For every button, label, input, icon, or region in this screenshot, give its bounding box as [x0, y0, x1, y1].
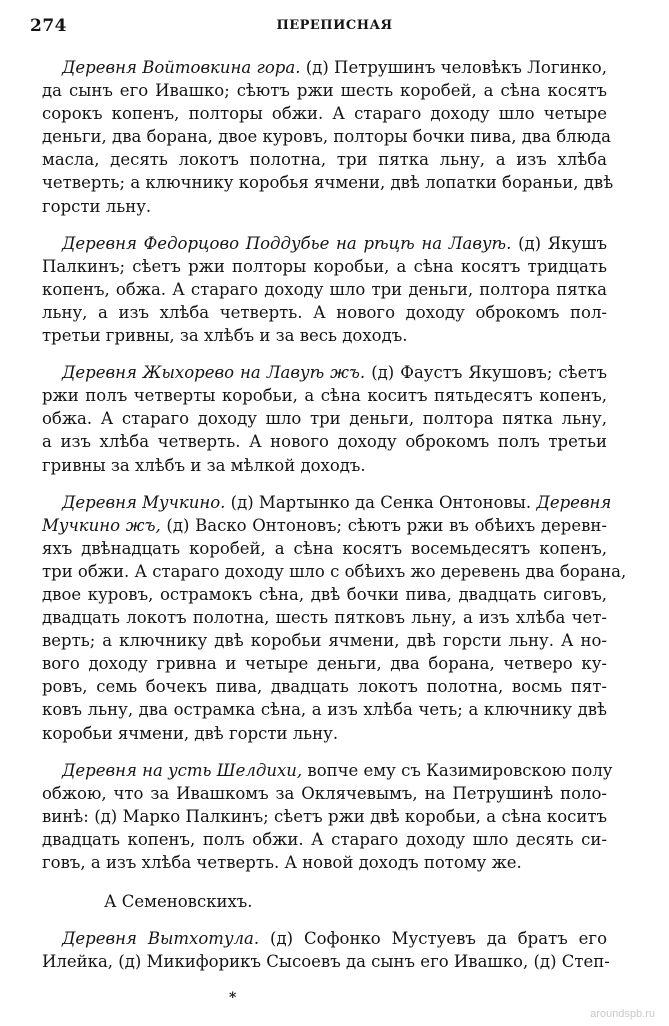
text-line — [42, 514, 607, 537]
text-line — [42, 629, 607, 652]
text-line — [42, 606, 607, 629]
text-line — [42, 722, 607, 745]
text-line — [42, 79, 607, 102]
text-segment: Палкинъ; сѣетъ ржи полторы коробьи, а сѣна косятъ тридцать — [42, 256, 607, 276]
text-line — [42, 148, 607, 171]
text-segment: верть; а ключнику двѣ коробьи ячмени, двѣ горсти льну. А но- — [42, 631, 607, 651]
text-line — [42, 851, 607, 874]
text-segment: (д) Петрушинъ человѣкъ Логинко, — [300, 58, 607, 77]
text-line — [42, 384, 607, 407]
text-line — [42, 675, 607, 698]
text-segment: льну, а изъ хлѣба четверть. А нового доходу оброкомъ пол- — [42, 302, 607, 322]
text-line — [42, 454, 607, 477]
text-line — [42, 301, 607, 324]
page-body — [42, 56, 627, 973]
text-segment: а изъ хлѣба четверть. А нового доходу оброкомъ полъ третьи — [42, 432, 607, 452]
italic-segment: Деревня Жыхорево на Лавуѣ жъ. — [62, 363, 366, 383]
text-segment: (д) Фаустъ Якушовъ; сѣетъ — [365, 363, 607, 383]
italic-segment: Деревня Федорцово Поддубье на рѣцѣ на Лавуѣ. — [62, 233, 512, 253]
italic-segment: Деревня — [536, 492, 612, 512]
watermark: aroundspb.ru — [590, 1008, 655, 1020]
final-paragraph-container — [42, 927, 610, 973]
text-segment: ровъ, семь бочекъ пива, двадцать локотъ полотна, восмь пят- — [42, 677, 607, 697]
text-line — [42, 361, 607, 384]
italic-segment: Мучкино жъ, — [42, 515, 161, 535]
text-line — [42, 232, 607, 255]
text-segment: (д) Якушъ — [511, 233, 607, 253]
text-segment: двадцать копенъ, полъ обжи. А стараго доходу шло десять си- — [42, 829, 607, 849]
text-line — [42, 583, 607, 606]
text-segment: горсти льну. — [42, 196, 152, 216]
text-line — [42, 698, 607, 721]
running-title: ПЕРЕПИСНАЯ — [276, 18, 393, 33]
text-line — [42, 125, 612, 148]
text-segment: винѣ: (д) Марко Палкинъ; сѣетъ ржи двѣ коробьи, а сѣна коситъ — [42, 806, 607, 826]
footer-mark: * — [229, 990, 237, 1006]
text-segment: гривны за хлѣбъ и за мѣлкой доходъ. — [42, 455, 366, 475]
text-segment: масла, десять локотъ полотна, три пятка льну, а изъ хлѣба — [42, 150, 607, 170]
page-number: 274 — [30, 16, 67, 36]
text-segment: Илейка, (д) Микифорикъ Сысоевъ да сынъ его Ивашко, (д) Степ- — [42, 952, 610, 972]
text-line — [42, 652, 607, 675]
text-line — [42, 537, 607, 560]
text-line — [42, 430, 607, 453]
text-segment: четверть; а ключнику коробья ячмени, двѣ лопатки бораньи, двѣ — [42, 173, 614, 193]
text-line — [42, 255, 607, 278]
text-segment: ковъ льну, два острамка сѣна, а изъ хлѣба четь; а ключнику двѣ — [42, 700, 607, 720]
paragraph — [42, 491, 627, 745]
text-segment: (д) Софонко Мустуевъ да братъ его — [259, 929, 608, 949]
text-segment: деньги, два борана, двое куровъ, полторы бочки пива, два блюда — [42, 127, 612, 147]
text-segment: ржи полъ четверты коробьи, а сѣна коситъ пятьдесятъ копенъ, — [42, 386, 607, 406]
text-segment: коробьи ячмени, двѣ горсти льну. — [42, 723, 339, 743]
text-line — [42, 278, 607, 301]
text-segment: третьи гривны, за хлѣбъ и за весь доходъ. — [42, 326, 408, 346]
paragraph — [42, 927, 610, 973]
text-segment: (д) Мартынко да Сенка Онтоновы. — [225, 492, 537, 512]
section-subheading: А Семеновскихъ. — [104, 892, 253, 912]
italic-segment: Деревня Войтовкина гора. — [62, 58, 301, 77]
paragraph — [42, 361, 607, 476]
text-line — [42, 491, 612, 514]
text-line — [42, 560, 627, 583]
text-segment: яхъ двѣнадцать коробей, а сѣна косятъ восемьдесятъ копенъ, — [42, 538, 607, 558]
page-header — [30, 16, 639, 42]
text-segment: да сынъ его Ивашко; сѣютъ ржи шесть коробей, а сѣна косятъ — [42, 81, 607, 101]
text-segment: (д) Васко Онтоновъ; сѣютъ ржи въ обѣихъ деревн- — [160, 515, 607, 535]
text-segment: обжою, что за Ивашкомъ за Оклячевымъ, на Петрушинѣ поло- — [42, 783, 607, 803]
text-segment: три обжи. А стараго доходу шло с обѣихъ жо деревень два борана, — [42, 561, 627, 581]
paragraph-list — [42, 56, 627, 874]
text-segment: говъ, а изъ хлѣба четверть. А новой доходъ потому же. — [42, 853, 522, 872]
text-line — [42, 950, 610, 973]
text-line — [42, 805, 607, 828]
text-segment: вопче ему съ Казимировскою полу — [302, 760, 613, 780]
text-line — [42, 195, 607, 218]
text-line — [42, 407, 607, 430]
text-segment: обжа. А стараго доходу шло три деньги, полтора пятка льну, — [42, 409, 607, 429]
text-line — [42, 927, 607, 950]
text-line — [42, 324, 607, 347]
text-line — [42, 759, 613, 782]
text-line — [42, 171, 614, 194]
italic-segment: Деревня Вытхотула. — [62, 929, 260, 949]
paragraph — [42, 759, 613, 874]
text-segment: сорокъ копенъ, полторы обжи. А стараго доходу шло четыре — [42, 104, 607, 124]
italic-segment: Деревня на усть Шелдихи, — [62, 760, 303, 780]
text-segment: вого доходу гривна и четыре деньги, два борана, четверо ку- — [42, 654, 607, 674]
text-segment: двое куровъ, острамокъ сѣна, двѣ бочки пива, двадцать сиговъ, — [42, 584, 607, 604]
text-line — [42, 56, 607, 79]
italic-segment: Деревня Мучкино. — [62, 492, 226, 512]
text-line — [42, 828, 607, 851]
text-line — [42, 782, 607, 805]
text-segment: двадцать локотъ полотна, шесть пятковъ льну, а изъ хлѣба чет- — [42, 608, 607, 628]
paragraph — [42, 232, 607, 347]
paragraph — [42, 56, 614, 218]
text-line — [42, 102, 607, 125]
text-segment: копенъ, обжа. А стараго доходу шло три деньги, полтора пятка — [42, 279, 607, 299]
